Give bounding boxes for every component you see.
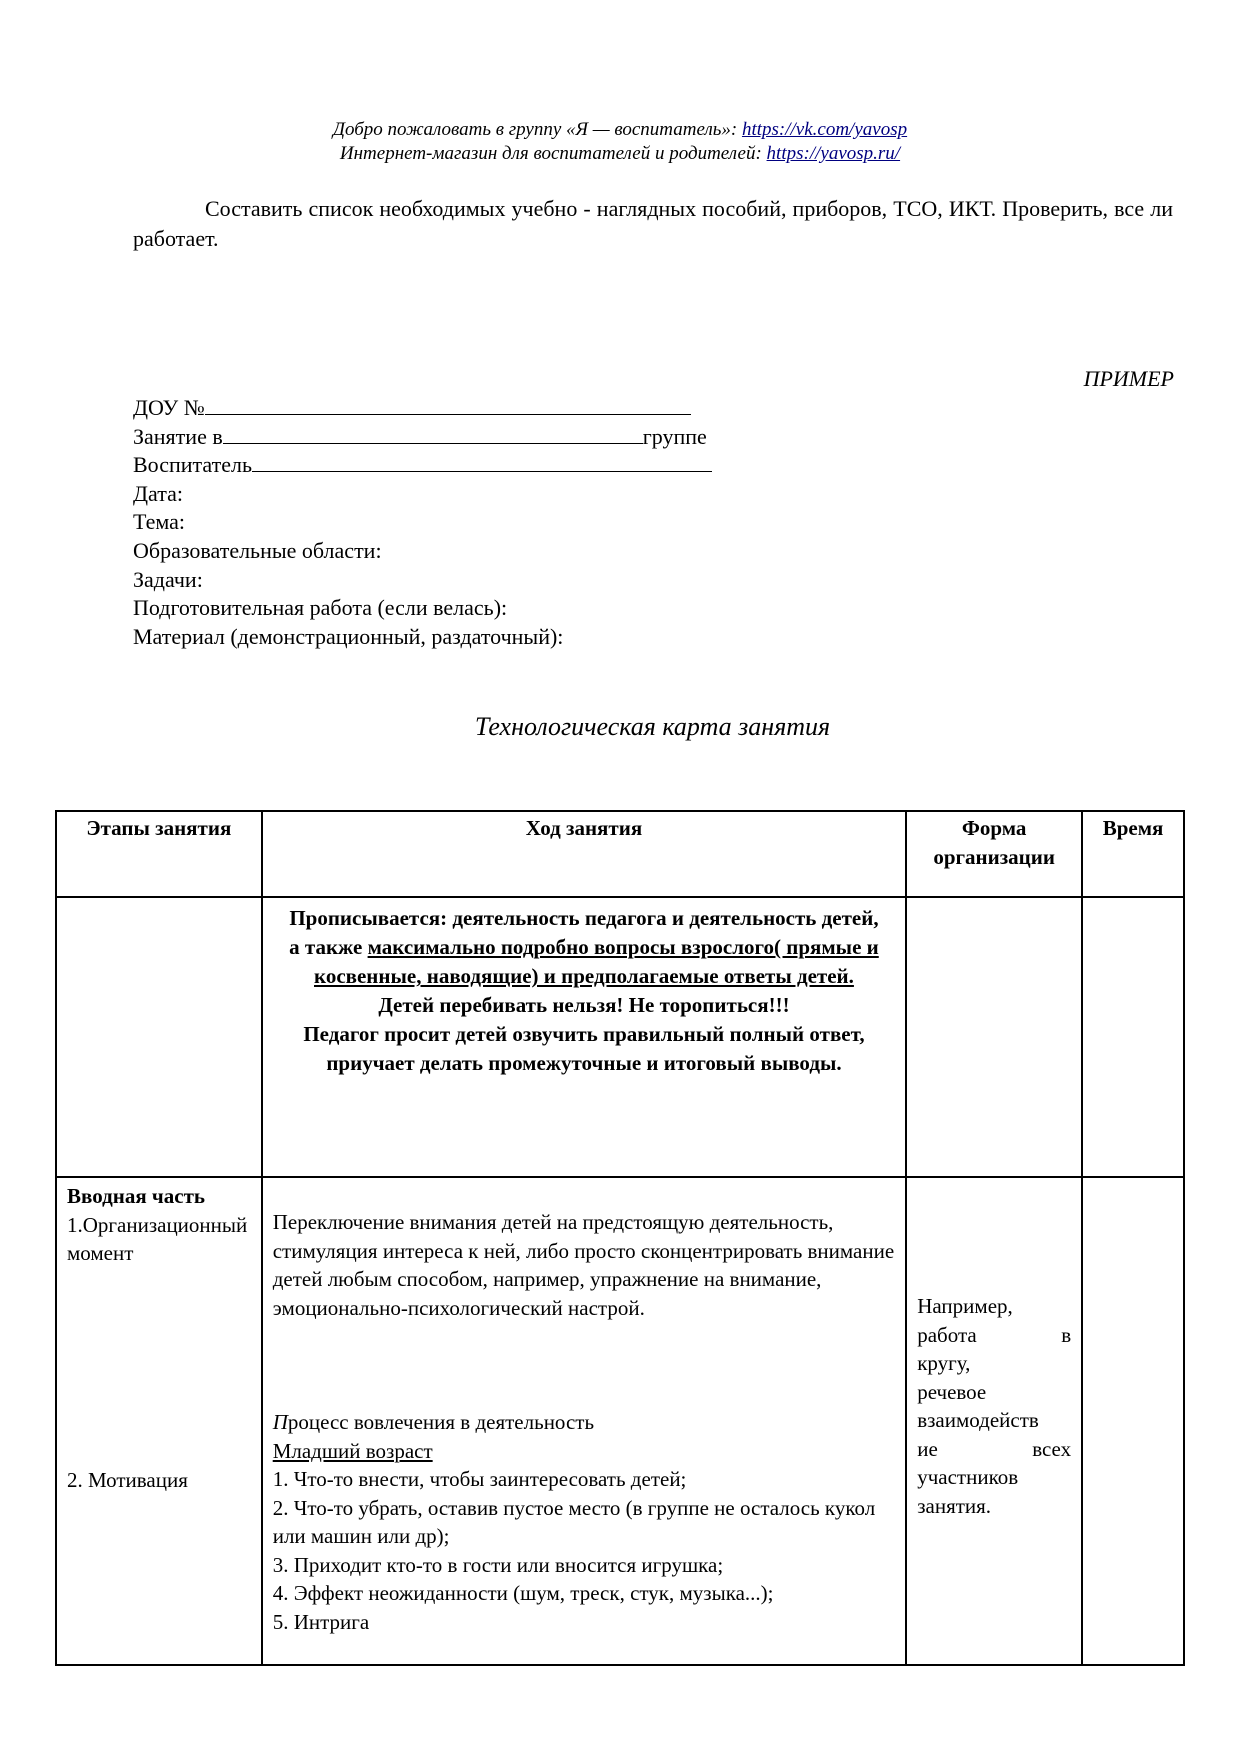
header-welcome-text: Добро пожаловать в группу «Я — воспитатель»: (332, 119, 742, 140)
field-lesson: Занятие в группе (133, 423, 707, 449)
example-label: ПРИМЕР (1083, 366, 1174, 391)
intro-form-cell (906, 1177, 1082, 1665)
header-line-1 (0, 118, 1240, 142)
motivation-item: 5. Интрига (272, 1609, 370, 1634)
field-prep: Подготовительная работа (если велась): (133, 595, 508, 621)
note-cell (262, 897, 907, 1177)
intro-text: Составить список необходимых учебно - наглядных пособий, приборов, ТСО, ИКТ. Проверить, все ли работает. (133, 196, 1173, 251)
intro-time-cell (1082, 1177, 1184, 1665)
field-topic: Тема: (133, 509, 186, 535)
table-note-row (56, 897, 1184, 1177)
field-dou: ДОУ № (133, 394, 712, 423)
young-age-label: Младший возраст (272, 1438, 433, 1463)
motivation-item: 3. Приходит кто-то в гости или вносится игрушка; (272, 1552, 724, 1577)
teacher-fill-line (252, 451, 712, 472)
intro-stage-cell (56, 1177, 262, 1665)
lesson-fill-line (223, 423, 643, 444)
vk-group-link[interactable]: https://vk.com/yavosp (741, 119, 908, 140)
stage-org-moment: 1.Организационный момент (67, 1212, 248, 1265)
field-material: Материал (демонстрационный, раздаточный): (133, 623, 564, 649)
motivation-item: 1. Что-то внести, чтобы заинтересовать детей; (272, 1467, 687, 1491)
table-intro-row (56, 1177, 1184, 1665)
header-form: Форма организации (906, 811, 1082, 897)
table-header-row (56, 811, 1184, 897)
header-line-2 (0, 142, 1240, 166)
intro-course-cell (262, 1177, 907, 1665)
motivation-item: 4. Эффект неожиданности (шум, треск, стук, музыка...); (272, 1581, 774, 1605)
field-areas: Образовательные области: (133, 537, 382, 563)
header-time: Время (1082, 811, 1184, 897)
course-org-text: Переключение внимания детей на предстоящую деятельность, стимуляция интереса к ней, либо просто сконцентрировать внимание детей любым способом, например, упражнение на внимание, эмоционально-психологический настрой. (272, 1210, 895, 1320)
field-date: Дата: (133, 480, 183, 506)
dou-fill-line (205, 394, 691, 415)
header-shop-text: Интернет-магазин для воспитателей и родителей: (339, 143, 767, 164)
course-motivation-title: Процесс вовлечения в деятельность (272, 1410, 595, 1434)
lesson-info-fields (133, 394, 712, 651)
header-stages: Этапы занятия (56, 811, 262, 897)
intro-section-title: Вводная часть (67, 1184, 206, 1208)
field-teacher: Воспитатель (133, 451, 712, 480)
stage-motivation: 2. Мотивация (67, 1467, 188, 1492)
form-example: Например, работа в кругу, речевое взаимодейств ие всех участников занятия. (917, 1294, 1072, 1518)
intro-paragraph (133, 194, 1173, 254)
map-title: Технологическая карта занятия (474, 712, 831, 741)
note-time-cell (1082, 897, 1184, 1177)
note-p1: Прописывается: деятельность педагога и деятельность детей, (289, 906, 879, 930)
note-p2: а также максимально подробно вопросы взрослого( прямые и косвенные, наводящие) и предполагаемые ответы детей. (289, 935, 879, 988)
field-tasks: Задачи: (133, 566, 203, 592)
header-course: Ход занятия (262, 811, 907, 897)
note-p3: Детей перебивать нельзя! Не торопиться!!! (378, 993, 790, 1017)
note-p4: Педагог просит детей озвучить правильный полный ответ, приучает делать промежуточные и итоговый выводы. (303, 1022, 865, 1075)
motivation-item: 2. Что-то убрать, оставив пустое место (в группе не осталось кукол или машин или др); (272, 1495, 876, 1548)
note-stage-cell (56, 897, 262, 1177)
note-form-cell (906, 897, 1082, 1177)
tech-map-table (55, 810, 1185, 1666)
shop-link[interactable]: https://yavosp.ru/ (766, 143, 901, 164)
